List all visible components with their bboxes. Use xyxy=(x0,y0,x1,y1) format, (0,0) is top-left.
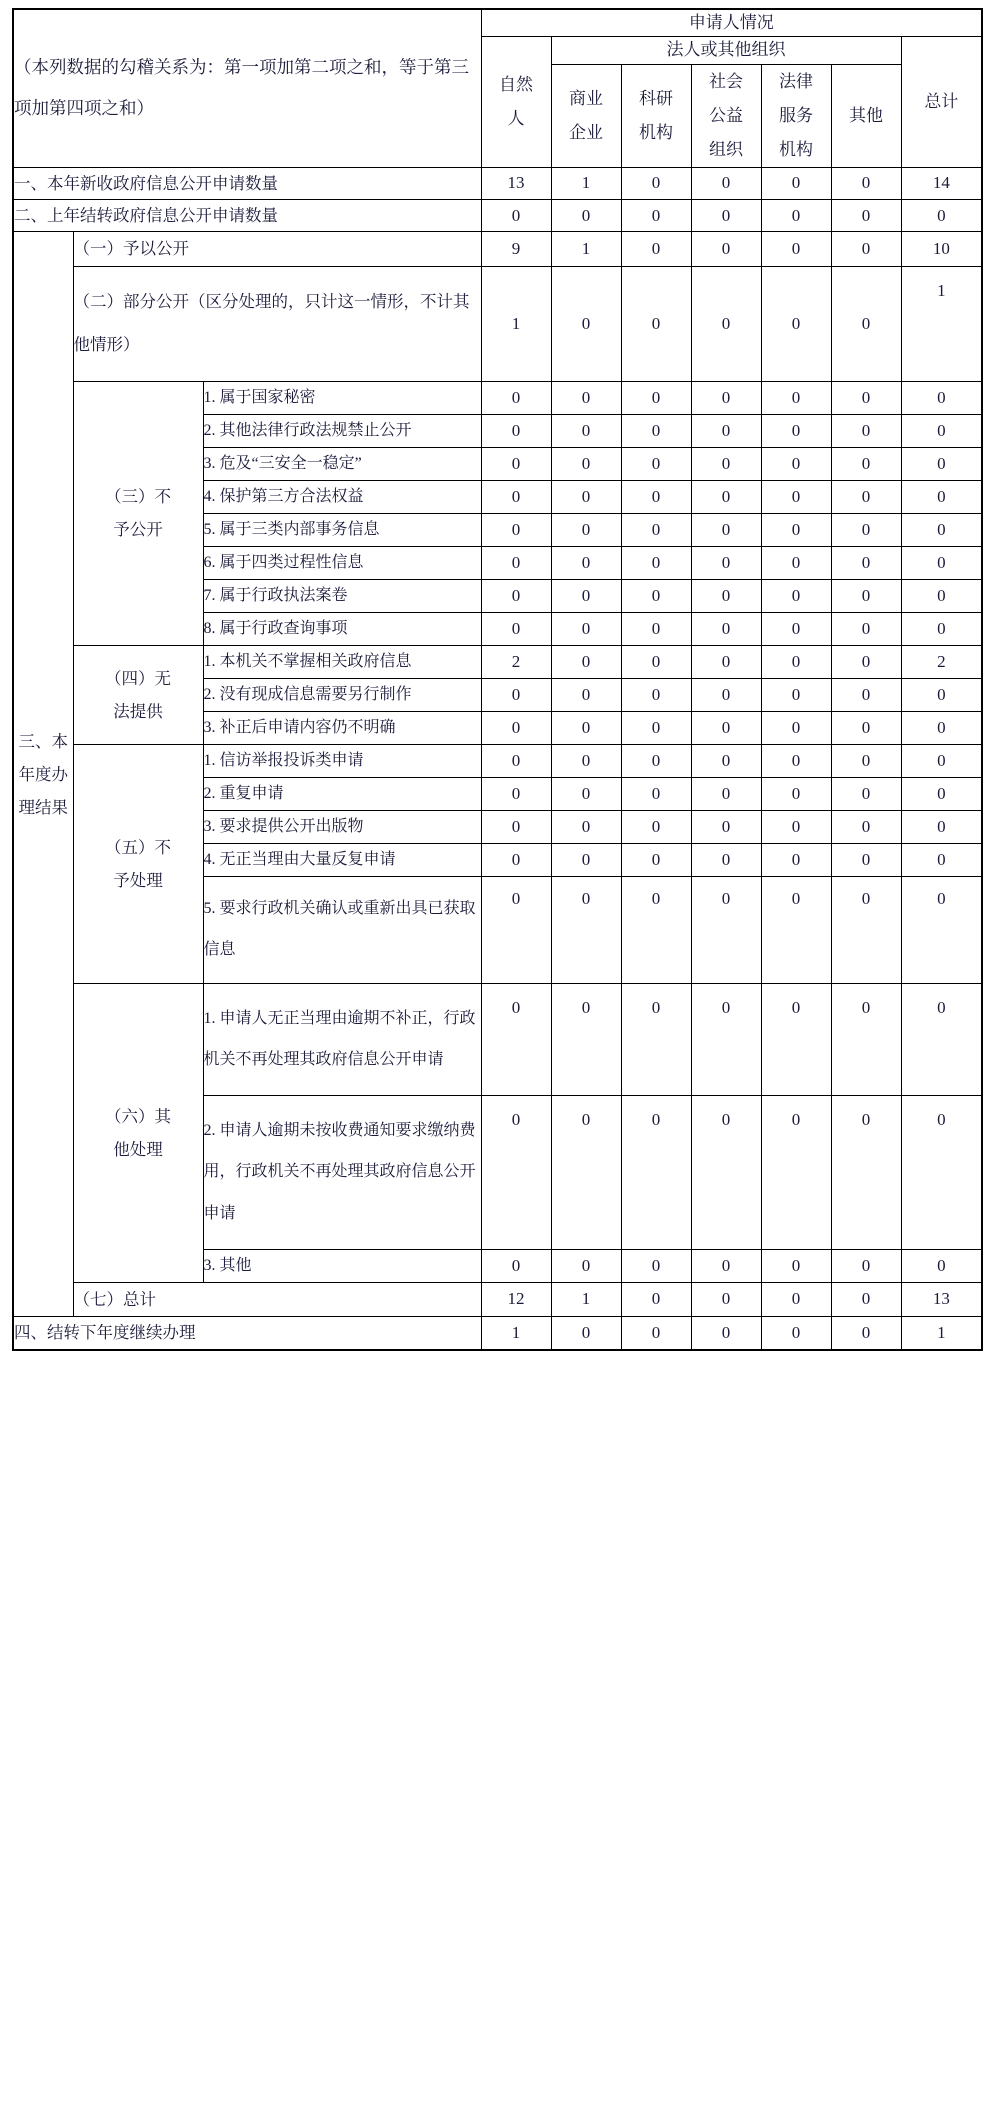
cell-subtotal-commercial: 1 xyxy=(551,1282,621,1317)
row-label-disclose: （一）予以公开 xyxy=(73,232,481,267)
cell-oh3-research: 0 xyxy=(621,1249,691,1282)
cell-nh3-total: 0 xyxy=(901,810,982,843)
cell-carried-over-other: 0 xyxy=(831,200,901,232)
cell-nd2-commercial: 0 xyxy=(551,414,621,447)
row-label-oh-1: 1. 申请人无正当理由逾期不补正，行政机关不再处理其政府信息公开申请 xyxy=(203,983,481,1095)
group-label-other-handling xyxy=(73,983,203,1282)
cell-oh2-total: 0 xyxy=(901,1095,982,1249)
section-label-annual-result xyxy=(13,232,73,1317)
cell-nh1-research: 0 xyxy=(621,744,691,777)
cannot-provide-line1: （四）无 xyxy=(105,668,171,688)
cell-nh1-total: 0 xyxy=(901,744,982,777)
cell-nd2-research: 0 xyxy=(621,414,691,447)
cell-disclose-natural: 9 xyxy=(481,232,551,267)
col-header-other: 其他 xyxy=(831,64,901,167)
row-label-nd-4: 4. 保护第三方合法权益 xyxy=(203,480,481,513)
cell-carrynext-research: 0 xyxy=(621,1317,691,1350)
row-label-nd-2: 2. 其他法律行政法规禁止公开 xyxy=(203,414,481,447)
cell-oh1-natural: 0 xyxy=(481,983,551,1095)
cell-carrynext-legal: 0 xyxy=(761,1317,831,1350)
cell-oh1-other: 0 xyxy=(831,983,901,1095)
cell-nd5-welfare: 0 xyxy=(691,513,761,546)
cell-cp1-research: 0 xyxy=(621,645,691,678)
cell-oh2-research: 0 xyxy=(621,1095,691,1249)
cell-nh2-welfare: 0 xyxy=(691,777,761,810)
cell-cp2-legal: 0 xyxy=(761,678,831,711)
cell-nd1-natural: 0 xyxy=(481,381,551,414)
cell-cp3-legal: 0 xyxy=(761,711,831,744)
cell-cp2-welfare: 0 xyxy=(691,678,761,711)
cell-nh4-commercial: 0 xyxy=(551,843,621,876)
cell-nd6-research: 0 xyxy=(621,546,691,579)
cell-nh4-legal: 0 xyxy=(761,843,831,876)
row-label-new-received: 一、本年新收政府信息公开申请数量 xyxy=(13,167,481,199)
cell-nh3-welfare: 0 xyxy=(691,810,761,843)
cell-nd2-welfare: 0 xyxy=(691,414,761,447)
cell-nd2-other: 0 xyxy=(831,414,901,447)
cell-partial-legal: 0 xyxy=(761,267,831,382)
row-label-cp-3: 3. 补正后申请内容仍不明确 xyxy=(203,711,481,744)
information-disclosure-request-table xyxy=(12,8,983,1351)
cell-nd3-welfare: 0 xyxy=(691,447,761,480)
cell-carrynext-other: 0 xyxy=(831,1317,901,1350)
cell-partial-welfare: 0 xyxy=(691,267,761,382)
cell-nd3-total: 0 xyxy=(901,447,982,480)
table-row xyxy=(13,1282,982,1317)
row-label-oh-3: 3. 其他 xyxy=(203,1249,481,1282)
cell-nh1-other: 0 xyxy=(831,744,901,777)
cell-nh1-natural: 0 xyxy=(481,744,551,777)
cell-nd6-natural: 0 xyxy=(481,546,551,579)
cell-cp1-other: 0 xyxy=(831,645,901,678)
cell-oh2-welfare: 0 xyxy=(691,1095,761,1249)
group-label-not-disclose xyxy=(73,381,203,645)
cell-disclose-research: 0 xyxy=(621,232,691,267)
cell-nd4-legal: 0 xyxy=(761,480,831,513)
group-label-not-handled xyxy=(73,744,203,983)
cell-nd8-commercial: 0 xyxy=(551,612,621,645)
col-header-total: 总计 xyxy=(901,37,982,167)
cell-nd8-other: 0 xyxy=(831,612,901,645)
row-label-nd-5: 5. 属于三类内部事务信息 xyxy=(203,513,481,546)
research-line2: 机构 xyxy=(639,122,674,142)
cell-nh3-natural: 0 xyxy=(481,810,551,843)
cell-nd6-total: 0 xyxy=(901,546,982,579)
table-row xyxy=(13,200,982,232)
row-label-nh-2: 2. 重复申请 xyxy=(203,777,481,810)
commercial-line2: 企业 xyxy=(569,122,604,142)
cell-nd8-total: 0 xyxy=(901,612,982,645)
cell-nh2-natural: 0 xyxy=(481,777,551,810)
legal-service-line1: 法律 xyxy=(779,71,814,91)
cell-nd1-legal: 0 xyxy=(761,381,831,414)
cell-cp1-commercial: 0 xyxy=(551,645,621,678)
cell-oh3-other: 0 xyxy=(831,1249,901,1282)
header-row-1 xyxy=(13,9,982,37)
cell-nh3-research: 0 xyxy=(621,810,691,843)
cell-nh5-legal: 0 xyxy=(761,876,831,983)
cell-nd5-natural: 0 xyxy=(481,513,551,546)
cell-cp1-legal: 0 xyxy=(761,645,831,678)
cell-carried-over-welfare: 0 xyxy=(691,200,761,232)
row-label-carry-next: 四、结转下年度继续办理 xyxy=(13,1317,481,1350)
cell-nd7-research: 0 xyxy=(621,579,691,612)
cell-cp3-commercial: 0 xyxy=(551,711,621,744)
commercial-line1: 商业 xyxy=(569,88,604,108)
legal-person-group-header: 法人或其他组织 xyxy=(551,37,901,64)
cell-nd8-welfare: 0 xyxy=(691,612,761,645)
row-label-partial-disclose: （二）部分公开（区分处理的，只计这一情形，不计其他情形） xyxy=(73,267,481,382)
cell-nd5-legal: 0 xyxy=(761,513,831,546)
row-label-nh-5: 5. 要求行政机关确认或重新出具已获取信息 xyxy=(203,876,481,983)
cell-disclose-legal: 0 xyxy=(761,232,831,267)
cell-nd7-welfare: 0 xyxy=(691,579,761,612)
cell-new-received-legal: 0 xyxy=(761,167,831,199)
cell-carrynext-welfare: 0 xyxy=(691,1317,761,1350)
cell-nh5-natural: 0 xyxy=(481,876,551,983)
cell-nh5-other: 0 xyxy=(831,876,901,983)
cell-nd7-commercial: 0 xyxy=(551,579,621,612)
cell-oh2-natural: 0 xyxy=(481,1095,551,1249)
cell-nh4-total: 0 xyxy=(901,843,982,876)
row-label-carried-over: 二、上年结转政府信息公开申请数量 xyxy=(13,200,481,232)
cell-cp3-research: 0 xyxy=(621,711,691,744)
cell-oh3-legal: 0 xyxy=(761,1249,831,1282)
cell-nd2-legal: 0 xyxy=(761,414,831,447)
group-label-cannot-provide xyxy=(73,645,203,744)
table-row xyxy=(13,267,982,382)
cell-carried-over-commercial: 0 xyxy=(551,200,621,232)
row-label-nd-1: 1. 属于国家秘密 xyxy=(203,381,481,414)
cell-nd8-legal: 0 xyxy=(761,612,831,645)
cell-nd2-total: 0 xyxy=(901,414,982,447)
cell-nh1-welfare: 0 xyxy=(691,744,761,777)
cell-cp2-research: 0 xyxy=(621,678,691,711)
cell-oh3-natural: 0 xyxy=(481,1249,551,1282)
cell-cp2-total: 0 xyxy=(901,678,982,711)
research-line1: 科研 xyxy=(639,88,674,108)
cell-nd8-natural: 0 xyxy=(481,612,551,645)
row-label-nh-3: 3. 要求提供公开出版物 xyxy=(203,810,481,843)
col-header-commercial-enterprise xyxy=(551,64,621,167)
table-row xyxy=(13,1317,982,1350)
row-label-nd-3: 3. 危及“三安全一稳定” xyxy=(203,447,481,480)
cell-carried-over-natural: 0 xyxy=(481,200,551,232)
col-header-legal-service-org xyxy=(761,64,831,167)
cell-nd7-legal: 0 xyxy=(761,579,831,612)
cell-partial-total: 1 xyxy=(901,267,982,382)
natural-person-line2: 人 xyxy=(507,109,525,129)
cell-oh1-commercial: 0 xyxy=(551,983,621,1095)
cell-oh3-welfare: 0 xyxy=(691,1249,761,1282)
cell-partial-commercial: 0 xyxy=(551,267,621,382)
cell-new-received-natural: 13 xyxy=(481,167,551,199)
cell-new-received-total: 14 xyxy=(901,167,982,199)
other-handling-line2: 他处理 xyxy=(113,1139,163,1159)
cell-nh2-research: 0 xyxy=(621,777,691,810)
cell-cp3-natural: 0 xyxy=(481,711,551,744)
row-label-nh-4: 4. 无正当理由大量反复申请 xyxy=(203,843,481,876)
other-handling-line1: （六）其 xyxy=(105,1106,171,1126)
cell-subtotal-natural: 12 xyxy=(481,1282,551,1317)
cell-cp2-other: 0 xyxy=(831,678,901,711)
row-label-nd-7: 7. 属于行政执法案卷 xyxy=(203,579,481,612)
cell-nd3-other: 0 xyxy=(831,447,901,480)
table-row xyxy=(13,744,982,777)
cell-nh4-other: 0 xyxy=(831,843,901,876)
cell-nh4-research: 0 xyxy=(621,843,691,876)
cell-cp3-welfare: 0 xyxy=(691,711,761,744)
applicant-group-header: 申请人情况 xyxy=(481,9,982,37)
natural-person-line1: 自然 xyxy=(499,75,534,95)
cell-carried-over-research: 0 xyxy=(621,200,691,232)
cell-nh4-natural: 0 xyxy=(481,843,551,876)
cell-new-received-other: 0 xyxy=(831,167,901,199)
cell-nd1-research: 0 xyxy=(621,381,691,414)
cell-nd4-commercial: 0 xyxy=(551,480,621,513)
table-row xyxy=(13,645,982,678)
cell-nd6-legal: 0 xyxy=(761,546,831,579)
cell-nh5-commercial: 0 xyxy=(551,876,621,983)
cell-nd1-total: 0 xyxy=(901,381,982,414)
cell-new-received-welfare: 0 xyxy=(691,167,761,199)
cell-partial-other: 0 xyxy=(831,267,901,382)
cell-nd3-natural: 0 xyxy=(481,447,551,480)
cell-nd5-other: 0 xyxy=(831,513,901,546)
cell-nh2-other: 0 xyxy=(831,777,901,810)
public-welfare-line3: 组织 xyxy=(709,139,744,159)
cell-new-received-research: 0 xyxy=(621,167,691,199)
cell-nd4-welfare: 0 xyxy=(691,480,761,513)
cell-disclose-total: 10 xyxy=(901,232,982,267)
public-welfare-line1: 社会 xyxy=(709,71,744,91)
not-disclose-line1: （三）不 xyxy=(105,487,171,507)
cell-nd7-natural: 0 xyxy=(481,579,551,612)
row-label-nd-8: 8. 属于行政查询事项 xyxy=(203,612,481,645)
cell-oh3-commercial: 0 xyxy=(551,1249,621,1282)
cell-oh2-other: 0 xyxy=(831,1095,901,1249)
legal-service-line3: 机构 xyxy=(779,139,814,159)
cell-nd6-welfare: 0 xyxy=(691,546,761,579)
cell-nd5-commercial: 0 xyxy=(551,513,621,546)
cell-oh1-legal: 0 xyxy=(761,983,831,1095)
col-header-natural-person xyxy=(481,37,551,167)
cell-disclose-welfare: 0 xyxy=(691,232,761,267)
cell-subtotal-other: 0 xyxy=(831,1282,901,1317)
cell-nh3-other: 0 xyxy=(831,810,901,843)
cell-partial-research: 0 xyxy=(621,267,691,382)
col-header-research-institution xyxy=(621,64,691,167)
cell-oh2-commercial: 0 xyxy=(551,1095,621,1249)
cell-nd3-commercial: 0 xyxy=(551,447,621,480)
cell-nd4-research: 0 xyxy=(621,480,691,513)
cell-nh3-legal: 0 xyxy=(761,810,831,843)
row-label-oh-2: 2. 申请人逾期未按收费通知要求缴纳费用，行政机关不再处理其政府信息公开申请 xyxy=(203,1095,481,1249)
table-row xyxy=(13,167,982,199)
cell-oh2-legal: 0 xyxy=(761,1095,831,1249)
cell-nd4-natural: 0 xyxy=(481,480,551,513)
cell-subtotal-research: 0 xyxy=(621,1282,691,1317)
cell-nd3-legal: 0 xyxy=(761,447,831,480)
cell-disclose-commercial: 1 xyxy=(551,232,621,267)
cell-nd5-total: 0 xyxy=(901,513,982,546)
table-row xyxy=(13,983,982,1095)
cell-nh5-total: 0 xyxy=(901,876,982,983)
cell-oh1-welfare: 0 xyxy=(691,983,761,1095)
annual-result-line3: 理结果 xyxy=(18,797,68,817)
cell-nh3-commercial: 0 xyxy=(551,810,621,843)
cell-disclose-other: 0 xyxy=(831,232,901,267)
row-label-cp-1: 1. 本机关不掌握相关政府信息 xyxy=(203,645,481,678)
cell-cp1-welfare: 0 xyxy=(691,645,761,678)
not-handled-line1: （五）不 xyxy=(105,837,171,857)
cell-nd7-other: 0 xyxy=(831,579,901,612)
cell-cp3-other: 0 xyxy=(831,711,901,744)
cannot-provide-line2: 法提供 xyxy=(113,701,163,721)
cell-nd1-welfare: 0 xyxy=(691,381,761,414)
row-label-nh-1: 1. 信访举报投诉类申请 xyxy=(203,744,481,777)
cell-nd6-other: 0 xyxy=(831,546,901,579)
row-label-cp-2: 2. 没有现成信息需要另行制作 xyxy=(203,678,481,711)
cell-nd4-total: 0 xyxy=(901,480,982,513)
cell-nd7-total: 0 xyxy=(901,579,982,612)
cell-nd3-research: 0 xyxy=(621,447,691,480)
cell-oh1-research: 0 xyxy=(621,983,691,1095)
cell-nh4-welfare: 0 xyxy=(691,843,761,876)
annual-result-line1: 三、本 xyxy=(18,731,68,751)
legal-service-line2: 服务 xyxy=(779,105,814,125)
cell-cp1-total: 2 xyxy=(901,645,982,678)
cell-carried-over-total: 0 xyxy=(901,200,982,232)
cell-carried-over-legal: 0 xyxy=(761,200,831,232)
cell-cp1-natural: 2 xyxy=(481,645,551,678)
cell-nd1-commercial: 0 xyxy=(551,381,621,414)
cell-carrynext-commercial: 0 xyxy=(551,1317,621,1350)
cell-nd8-research: 0 xyxy=(621,612,691,645)
col-header-public-welfare-org xyxy=(691,64,761,167)
cell-cp2-natural: 0 xyxy=(481,678,551,711)
not-handled-line2: 予处理 xyxy=(113,870,163,890)
row-label-nd-6: 6. 属于四类过程性信息 xyxy=(203,546,481,579)
cell-carrynext-natural: 1 xyxy=(481,1317,551,1350)
cell-nh2-commercial: 0 xyxy=(551,777,621,810)
cell-nd4-other: 0 xyxy=(831,480,901,513)
table-row xyxy=(13,381,982,414)
cell-nh1-legal: 0 xyxy=(761,744,831,777)
cell-cp2-commercial: 0 xyxy=(551,678,621,711)
cell-nh2-legal: 0 xyxy=(761,777,831,810)
cell-nd6-commercial: 0 xyxy=(551,546,621,579)
annual-result-line2: 年度办 xyxy=(18,764,68,784)
not-disclose-line2: 予公开 xyxy=(113,520,163,540)
cell-subtotal-welfare: 0 xyxy=(691,1282,761,1317)
cell-nd5-research: 0 xyxy=(621,513,691,546)
cell-nd1-other: 0 xyxy=(831,381,901,414)
cell-partial-natural: 1 xyxy=(481,267,551,382)
cell-nh2-total: 0 xyxy=(901,777,982,810)
cell-carrynext-total: 1 xyxy=(901,1317,982,1350)
cell-subtotal-total: 13 xyxy=(901,1282,982,1317)
cell-nh1-commercial: 0 xyxy=(551,744,621,777)
public-welfare-line2: 公益 xyxy=(709,105,744,125)
cell-oh3-total: 0 xyxy=(901,1249,982,1282)
row-label-subtotal: （七）总计 xyxy=(73,1282,481,1317)
cell-nd2-natural: 0 xyxy=(481,414,551,447)
cell-oh1-total: 0 xyxy=(901,983,982,1095)
cell-subtotal-legal: 0 xyxy=(761,1282,831,1317)
cell-cp3-total: 0 xyxy=(901,711,982,744)
cell-nh5-research: 0 xyxy=(621,876,691,983)
cell-new-received-commercial: 1 xyxy=(551,167,621,199)
column-relationship-note: （本列数据的勾稽关系为：第一项加第二项之和，等于第三项加第四项之和） xyxy=(13,9,481,167)
cell-nh5-welfare: 0 xyxy=(691,876,761,983)
table-row xyxy=(13,232,982,267)
